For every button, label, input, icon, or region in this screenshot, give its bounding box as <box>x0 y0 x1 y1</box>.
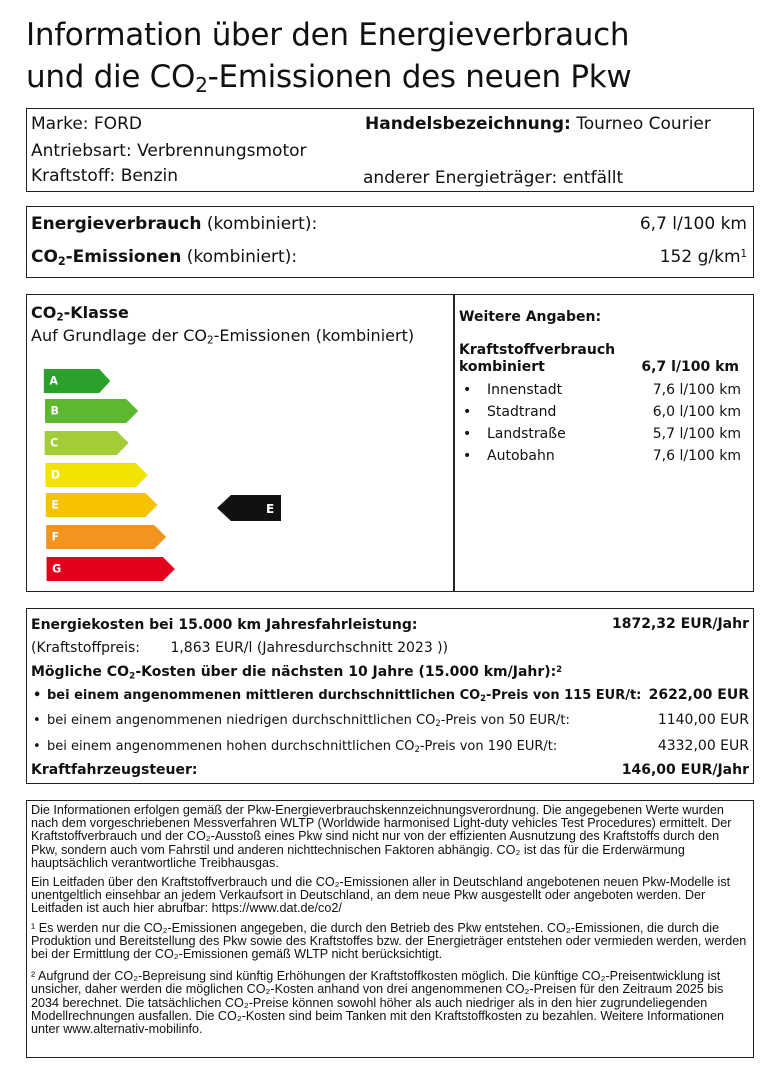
fuel-row <box>31 166 178 186</box>
footnote-1: ¹ Es werden nur die CO₂-Emissionen angegeben, die durch den Betrieb des Pkw entstehen. CO₂-Emissionen, die durch die Produktion und Bereitstellung des Pkw sowie des Kraftstoffes bzw. der Energieträger entstehen oder vermieden werden, werden bei der Ermittlung der CO₂-Emissionen gemäß WLTP nicht berücksichtigt. <box>31 920 747 962</box>
autobahn-value: 7,6 l/100 km <box>652 448 741 464</box>
co2-costs-heading: Mögliche $CO_2$-Kosten über die nächsten 10 Jahre (15.000 km/Jahr):$^2$ <box>31 663 563 682</box>
make-row <box>31 114 142 134</box>
bullet: • <box>463 448 472 464</box>
title-line-1: Information über den Energieverbrauch <box>26 17 630 53</box>
class-arrow-d <box>41 463 155 487</box>
energy-cost-value: 1872,32 EUR/Jahr <box>612 616 749 632</box>
energy-consumption-label: Energieverbrauch (kombiniert): <box>31 214 318 234</box>
drive-label: Antriebsart: <box>31 141 132 161</box>
stadtrand-value: 6,0 l/100 km <box>652 404 741 420</box>
further-info-heading: Weitere Angaben: <box>459 309 602 325</box>
bullet: • <box>463 404 472 420</box>
class-arrow-b <box>41 399 145 423</box>
combined-value: 6,7 l/100 km <box>641 359 739 375</box>
fuel-value: Benzin <box>120 166 179 186</box>
energy-consumption-value: 6,7 l/100 km <box>639 214 747 234</box>
trade-name-label: Handelsbezeichnung: <box>365 114 571 134</box>
combined-label: kombiniert <box>459 359 545 375</box>
class-letter-g: G <box>52 562 62 576</box>
class-letter-c: C <box>50 436 59 450</box>
class-letter-b: B <box>50 404 59 418</box>
scenario-low-value: 1140,00 EUR <box>657 712 749 728</box>
scenario-low: • bei einem angenommenen niedrigen durchschnittlichen $CO_2$-Preis von 50 EUR/t: <box>33 713 570 729</box>
drive-row <box>31 141 307 161</box>
list-item-landstrasse <box>463 426 741 442</box>
fuel-label: Kraftstoff: <box>31 166 116 186</box>
energy-cost-label: Energiekosten bei 15.000 km Jahresfahrleistung: <box>31 617 418 633</box>
class-letter-d: D <box>50 468 61 482</box>
page-title <box>26 14 756 98</box>
bullet: • <box>33 739 41 754</box>
class-arrow-g <box>41 557 185 581</box>
co2-emissions-value: 152 $g/km^1$ <box>659 247 747 267</box>
fuel-price-value: 1,863 EUR/l (Jahresdurchschnitt 2023 )) <box>170 640 449 656</box>
bullet: • <box>463 382 472 398</box>
other-energy-label: anderer Energieträger: <box>363 168 558 188</box>
list-item-stadtrand <box>463 404 741 420</box>
footnote-2: ² Aufgrund der CO₂-Bepreisung sind künftig Erhöhungen der Kraftstoffkosten möglich. Die künftige CO₂-Preisentwicklung ist unsicher, daher werden die möglichen CO₂-Kosten anhand von drei angenommenen CO₂-Preisen für den Zeitraum 2025 bis 2034 berechnet. Die tatsächlichen CO₂-Preise können sowohl höher als auch niedriger als in den hier zugrundeliegenden Modellrechnungen ausfallen. Die CO₂-Kosten sind beim Tanken mit den Kraftstoffkosten zu bezahlen. Weitere Informationen unter www.alternativ-mobilinfo. <box>31 969 725 1037</box>
co2-class-basis: Auf Grundlage der $CO_2$-Emissionen (kombiniert) <box>31 326 415 347</box>
trade-name-row <box>365 114 711 134</box>
class-letter-f: F <box>51 530 60 544</box>
current-class-indicator <box>217 495 283 521</box>
fuel-consumption-heading: Kraftstoffverbrauch <box>459 342 616 358</box>
class-letter-a: A <box>49 374 58 388</box>
co2-emissions-label: $CO_2$-Emissionen (kombiniert): <box>31 247 298 268</box>
class-arrow-e <box>41 493 165 517</box>
class-arrow-c <box>41 431 135 455</box>
note-paragraph-1: Die Informationen erfolgen gemäß der Pkw-Energieverbrauchskennzeichnungsverordnung. Die angegebenen Werte wurden nach dem vorgeschriebenen Messverfahren WLTP (Worldwide harmonised Light-duty vehicles Test Procedures) ermittelt. Der Kraftstoffverbrauch und der CO₂-Ausstoß eines Pkw sind nicht nur von der effizienten Ausnutzung des Kraftstoffs durch den Pkw, sondern auch vom Fahrstil und anderen nichttechnischen Faktoren abhängig. CO₂ ist das für die Erderwärmung hauptsächlich verantwortliche Treibhausgas. <box>31 803 732 870</box>
consumption-box <box>26 206 754 278</box>
vehicle-tax-value: 146,00 EUR/Jahr <box>621 762 749 778</box>
innenstadt-value: 7,6 l/100 km <box>652 382 741 398</box>
title-line-2: und die $CO_2$-Emissionen des neuen Pkw <box>26 59 632 98</box>
class-arrow-a <box>41 369 115 393</box>
class-letter-e: E <box>51 498 59 512</box>
list-item-autobahn <box>463 448 741 464</box>
list-item-innenstadt <box>463 382 741 398</box>
bullet: • <box>33 688 42 703</box>
column-divider <box>453 295 455 591</box>
scenario-mid: • bei einem angenommenen mittleren durchschnittlichen $CO_2$-Preis von 115 EUR/t: <box>33 688 642 704</box>
make-label: Marke: <box>31 114 89 134</box>
autobahn-label: Autobahn <box>487 448 555 464</box>
stadtrand-label: Stadtrand <box>487 404 557 420</box>
trade-name-value: Tourneo Courier <box>576 114 711 134</box>
vehicle-tax-label: Kraftfahrzeugsteuer: <box>31 762 198 778</box>
landstrasse-label: Landstraße <box>487 426 566 442</box>
notes-box <box>26 800 754 1058</box>
costs-box <box>26 608 754 784</box>
vehicle-info-box <box>26 108 754 192</box>
scenario-mid-value: 2622,00 EUR <box>648 687 749 703</box>
class-arrow-f <box>41 525 175 549</box>
note-paragraph-2: Ein Leitfaden über den Kraftstoffverbrauch und die CO₂-Emissionen aller in Deutschland angebotenen neuen Pkw-Modelle ist unentgeltlich einsehbar an jedem Verkaufsort in Deutschland, an dem neue Pkw ausgestellt oder angeboten werden. Der Leitfaden ist auch hier abrufbar: https://www.dat.de/co2/ <box>31 875 731 916</box>
notes-text <box>31 804 748 1036</box>
make-value: FORD <box>93 114 142 134</box>
landstrasse-value: 5,7 l/100 km <box>652 426 741 442</box>
co2-class-heading: $CO_2$-Klasse <box>31 303 129 324</box>
innenstadt-label: Innenstadt <box>487 382 563 398</box>
bullet: • <box>463 426 472 442</box>
bullet: • <box>33 713 41 728</box>
co2-class-box <box>26 294 754 592</box>
other-energy-row <box>363 168 623 188</box>
scenario-high-value: 4332,00 EUR <box>657 738 749 754</box>
drive-value: Verbrennungsmotor <box>137 141 307 161</box>
scenario-high: • bei einem angenommenen hohen durchschnittlichen $CO_2$-Preis von 190 EUR/t: <box>33 739 558 755</box>
fuel-price-label: (Kraftstoffpreis: <box>31 640 140 656</box>
current-class-letter: E <box>266 502 275 516</box>
fuel-price-row <box>31 640 448 656</box>
other-energy-value: entfällt <box>562 168 624 188</box>
